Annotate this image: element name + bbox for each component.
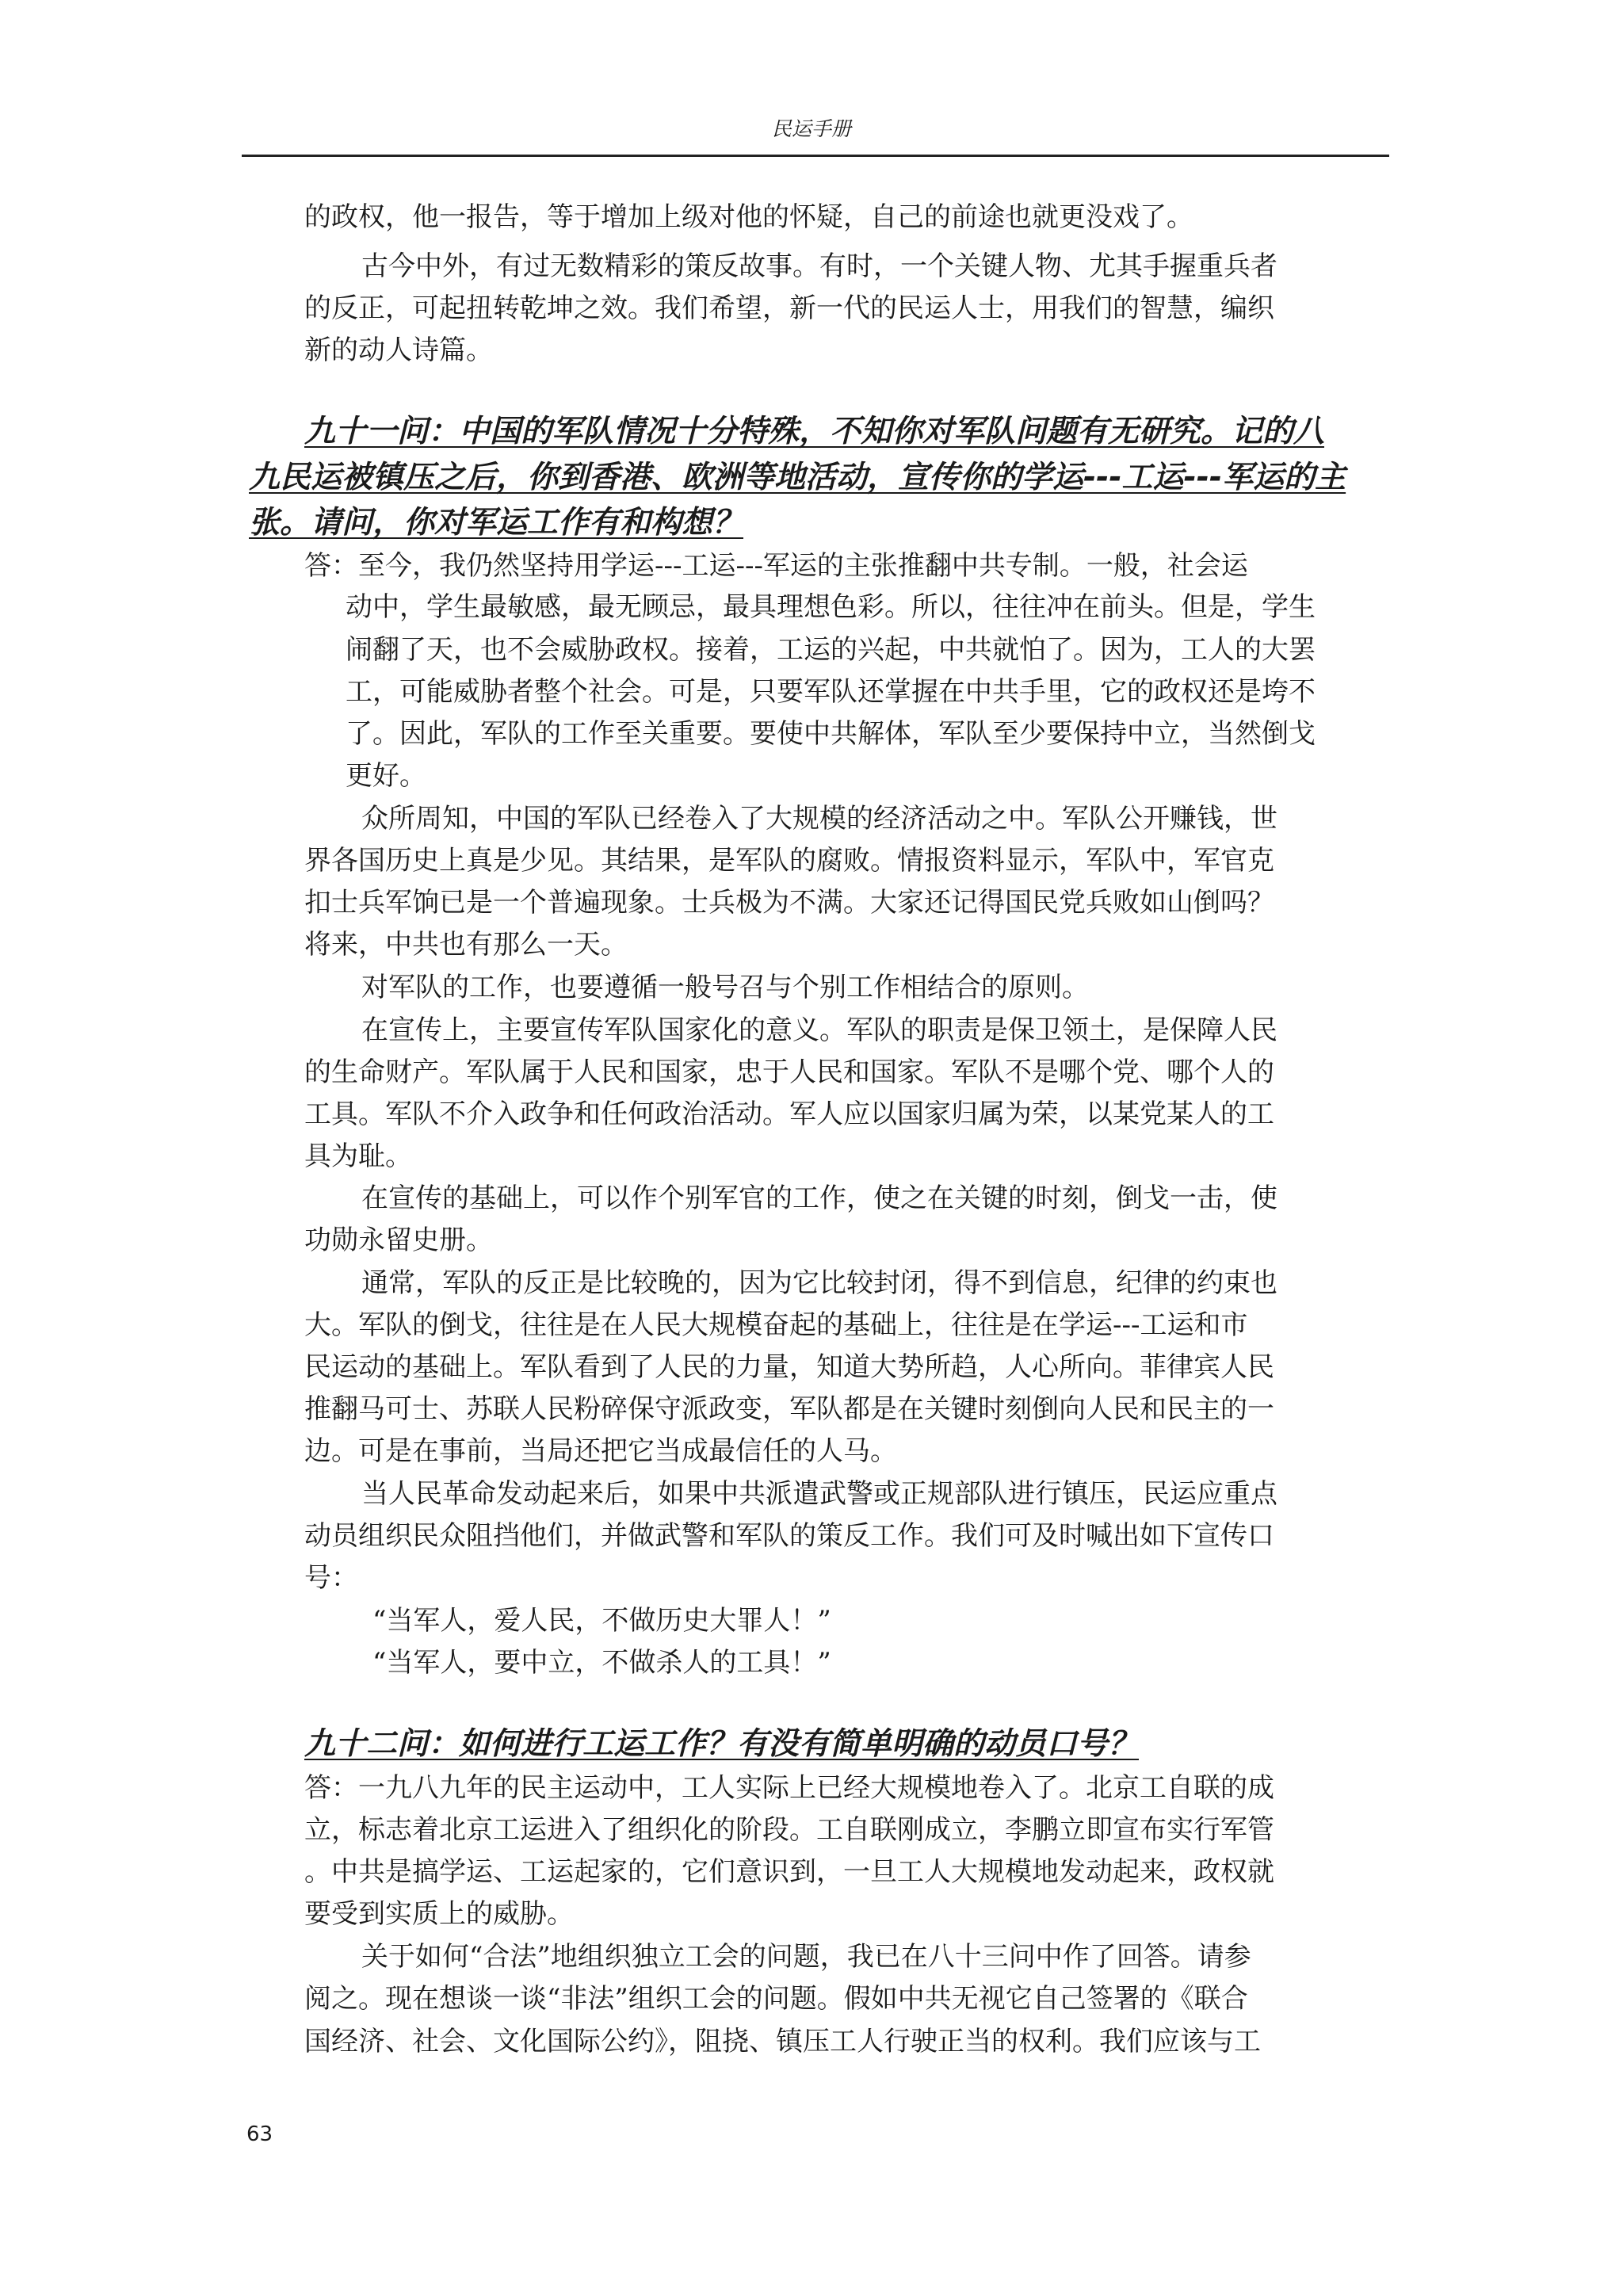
- running-header-title: 民运手册: [771, 117, 851, 140]
- paragraph-line: 民运动的基础上。军队看到了人民的力量，知道大势所趋，人心所向。菲律宾人民: [304, 1351, 1274, 1383]
- paragraph-line: 国经济、社会、文化国际公约》，阻挠、镇压工人行驶正当的权利。我们应该与工: [304, 2026, 1261, 2057]
- paragraph-line: 在宣传上，主要宣传军队国家化的意义。军队的职责是保卫领土，是保障人民: [361, 1014, 1277, 1046]
- paragraph-line: 答：一九八九年的民主运动中，工人实际上已经大规模地卷入了。北京工自联的成: [304, 1772, 1274, 1804]
- question-heading-line: 九十二问：如何进行工运工作？有没有简单明确的动员口号？: [304, 1726, 1140, 1762]
- paragraph-line: 闹翻了天，也不会威胁政权。接着，工运的兴起，中共就怕了。因为，工人的大罢: [346, 634, 1316, 666]
- paragraph-line: 将来，中共也有那么一天。: [304, 929, 628, 961]
- paragraph-line: 立，标志着北京工运进入了组织化的阶段。工自联刚成立，李鹏立即宣布实行军管: [304, 1814, 1274, 1846]
- paragraph-line: “当军人，爱人民，不做历史大罪人！”: [372, 1605, 831, 1637]
- paragraph-line: 动中，学生最敏感，最无顾忌，最具理想色彩。所以，往往冲在前头。但是，学生: [346, 591, 1316, 623]
- paragraph-line: 大。军队的倒戈，往往是在人民大规模奋起的基础上，往往是在学运---工运和市: [304, 1309, 1248, 1341]
- question-heading-line: 九民运被镇压之后，你到香港、欧洲等地活动，宣传你的学运---工运---军运的主: [249, 460, 1346, 495]
- paragraph-line: 推翻马可士、苏联人民粉碎保守派政变，军队都是在关键时刻倒向人民和民主的一: [304, 1393, 1274, 1425]
- paragraph-line: 工，可能威胁者整个社会。可是，只要军队还掌握在中共手里，它的政权还是垮不: [346, 676, 1316, 708]
- header-rule: [242, 155, 1389, 157]
- paragraph-line: 古今中外，有过无数精彩的策反故事。有时，一个关键人物、尤其手握重兵者: [361, 250, 1277, 282]
- paragraph-line: 关于如何“合法”地组织独立工会的问题，我已在八十三问中作了回答。请参: [361, 1941, 1251, 1973]
- paragraph-line: 的政权，他一报告，等于增加上级对他的怀疑，自己的前途也就更没戏了。: [304, 201, 1193, 233]
- paragraph-line: 具为耻。: [304, 1140, 412, 1172]
- paragraph-line: 扣士兵军饷已是一个普遍现象。士兵极为不满。大家还记得国民党兵败如山倒吗？: [304, 887, 1274, 919]
- paragraph-line: 众所周知，中国的军队已经卷入了大规模的经济活动之中。军队公开赚钱，世: [361, 803, 1277, 835]
- paragraph-line: 阅之。现在想谈一谈“非法”组织工会的问题。假如中共无视它自己签署的《联合: [304, 1983, 1248, 2015]
- paragraph-line: 边。可是在事前，当局还把它当成最信任的人马。: [304, 1435, 897, 1467]
- paragraph-line: 新的动人诗篇。: [304, 334, 493, 366]
- question-heading-line: 九十一问：中国的军队情况十分特殊，不知你对军队问题有无研究。记的八: [304, 414, 1325, 449]
- paragraph-line: 动员组织民众阻挡他们，并做武警和军队的策反工作。我们可及时喊出如下宣传口: [304, 1520, 1274, 1552]
- page-number: 63: [246, 2122, 273, 2146]
- paragraph-line: 功勋永留史册。: [304, 1224, 493, 1256]
- paragraph-line: 号：: [304, 1562, 358, 1594]
- paragraph-line: 的生命财产。军队属于人民和国家，忠于人民和国家。军队不是哪个党、哪个人的: [304, 1056, 1274, 1088]
- paragraph-line: 当人民革命发动起来后，如果中共派遣武警或正规部队进行镇压，民运应重点: [361, 1478, 1277, 1510]
- paragraph-line: 了。因此，军队的工作至关重要。要使中共解体，军队至少要保持中立，当然倒戈: [346, 718, 1316, 750]
- paragraph-line: 通常，军队的反正是比较晚的，因为它比较封闭，得不到信息，纪律的约束也: [361, 1267, 1277, 1299]
- paragraph-line: 工具。军队不介入政争和任何政治活动。军人应以国家归属为荣，以某党某人的工: [304, 1098, 1274, 1130]
- paragraph-line: 对军队的工作，也要遵循一般号召与个别工作相结合的原则。: [361, 972, 1089, 1003]
- paragraph-line: “当军人，要中立，不做杀人的工具！”: [372, 1647, 831, 1679]
- paragraph-line: 答：至今，我仍然坚持用学运---工运---军运的主张推翻中共专制。一般，社会运: [304, 550, 1248, 582]
- paragraph-line: 界各国历史上真是少见。其结果，是军队的腐败。情报资料显示，军队中，军官克: [304, 845, 1274, 877]
- paragraph-line: 在宣传的基础上，可以作个别军官的工作，使之在关键的时刻，倒戈一击，使: [361, 1182, 1277, 1214]
- paragraph-line: 。中共是搞学运、工运起家的，它们意识到，一旦工人大规模地发动起来，政权就: [304, 1856, 1274, 1888]
- paragraph-line: 要受到实质上的威胁。: [304, 1898, 574, 1930]
- paragraph-line: 的反正，可起扭转乾坤之效。我们希望，新一代的民运人士，用我们的智慧，编织: [304, 292, 1274, 324]
- paragraph-line: 更好。: [346, 760, 426, 792]
- question-heading-line: 张。请问，你对军运工作有和构想？: [249, 505, 744, 541]
